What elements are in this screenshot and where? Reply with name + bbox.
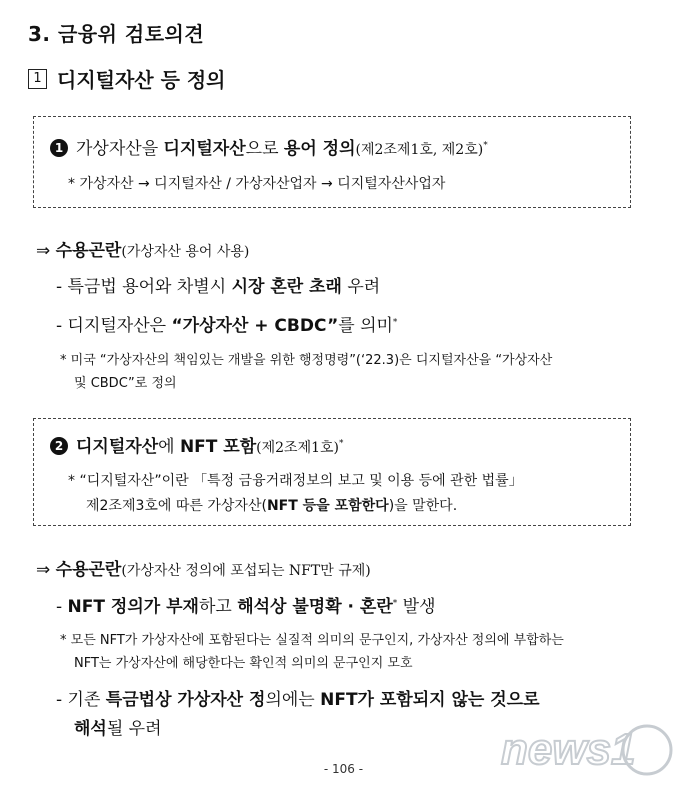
response-1-heading: ⇒ 수용곤란(가상자산 용어 사용)	[36, 241, 250, 261]
response-2-note-line-2: NFT는 가상자산에 해당한다는 확인적 의미의 문구인지 모호	[74, 656, 413, 671]
response-1-bullet-2: - 디지털자산은 “가상자산 + CBDC”를 의미*	[56, 316, 398, 336]
proposal-2-note-line-2: 제2조제3호에 따른 가상자산(NFT 등을 포함한다)을 말한다.	[86, 498, 458, 514]
response-1-bullet-1: - 특금법 용어와 차별시 시장 혼란 초래 우려	[56, 277, 381, 297]
marker-1-icon: 1	[50, 139, 68, 157]
section-title: 3. 금융위 검토의견	[28, 22, 205, 46]
proposal-2-line: 2 디지털자산에 NFT 포함(제2조제1호)*	[50, 432, 344, 457]
proposal-box-1	[33, 116, 631, 208]
proposal-1-line: 1 가상자산을 디지털자산으로 용어 정의(제2조제1호, 제2호)*	[50, 134, 488, 159]
svg-text:news1: news1	[501, 725, 636, 774]
page-number: - 106 -	[323, 762, 364, 776]
subsection-heading	[28, 64, 226, 93]
response-2-heading: ⇒ 수용곤란(가상자산 정의에 포섭되는 NFT만 규제)	[36, 560, 371, 580]
proposal-2-note-line-1: * “디지털자산”이란 「특정 금융거래정보의 보고 및 이용 등에 관한 법률」	[68, 473, 523, 489]
subsection-number: 1	[28, 69, 47, 89]
marker-2-icon: 2	[50, 437, 68, 455]
response-2-bullet-2-line-2: 해석될 우려	[74, 719, 162, 739]
response-1-note-line-2: 및 CBDC”로 정의	[74, 376, 177, 391]
response-2-bullet-2-line-1: - 기존 특금법상 가상자산 정의에는 NFT가 포함되지 않는 것으로	[56, 690, 540, 710]
response-1-note-line-1: * 미국 “가상자산의 책임있는 개발을 위한 행정명령”(‘22.3)은 디지털자산을 “가상자산	[60, 353, 553, 368]
proposal-1-note: * 가상자산 → 디지털자산 / 가상자산업자 → 디지털자산사업자	[68, 176, 446, 192]
subsection-title: 디지털자산 등 정의	[57, 68, 226, 92]
response-2-note-line-1: * 모든 NFT가 가상자산에 포함된다는 실질적 의미의 문구인지, 가상자산 정의에 부합하는	[60, 633, 564, 648]
response-2-bullet-1: - NFT 정의가 부재하고 해석상 불명확 · 혼란* 발생	[56, 597, 436, 617]
